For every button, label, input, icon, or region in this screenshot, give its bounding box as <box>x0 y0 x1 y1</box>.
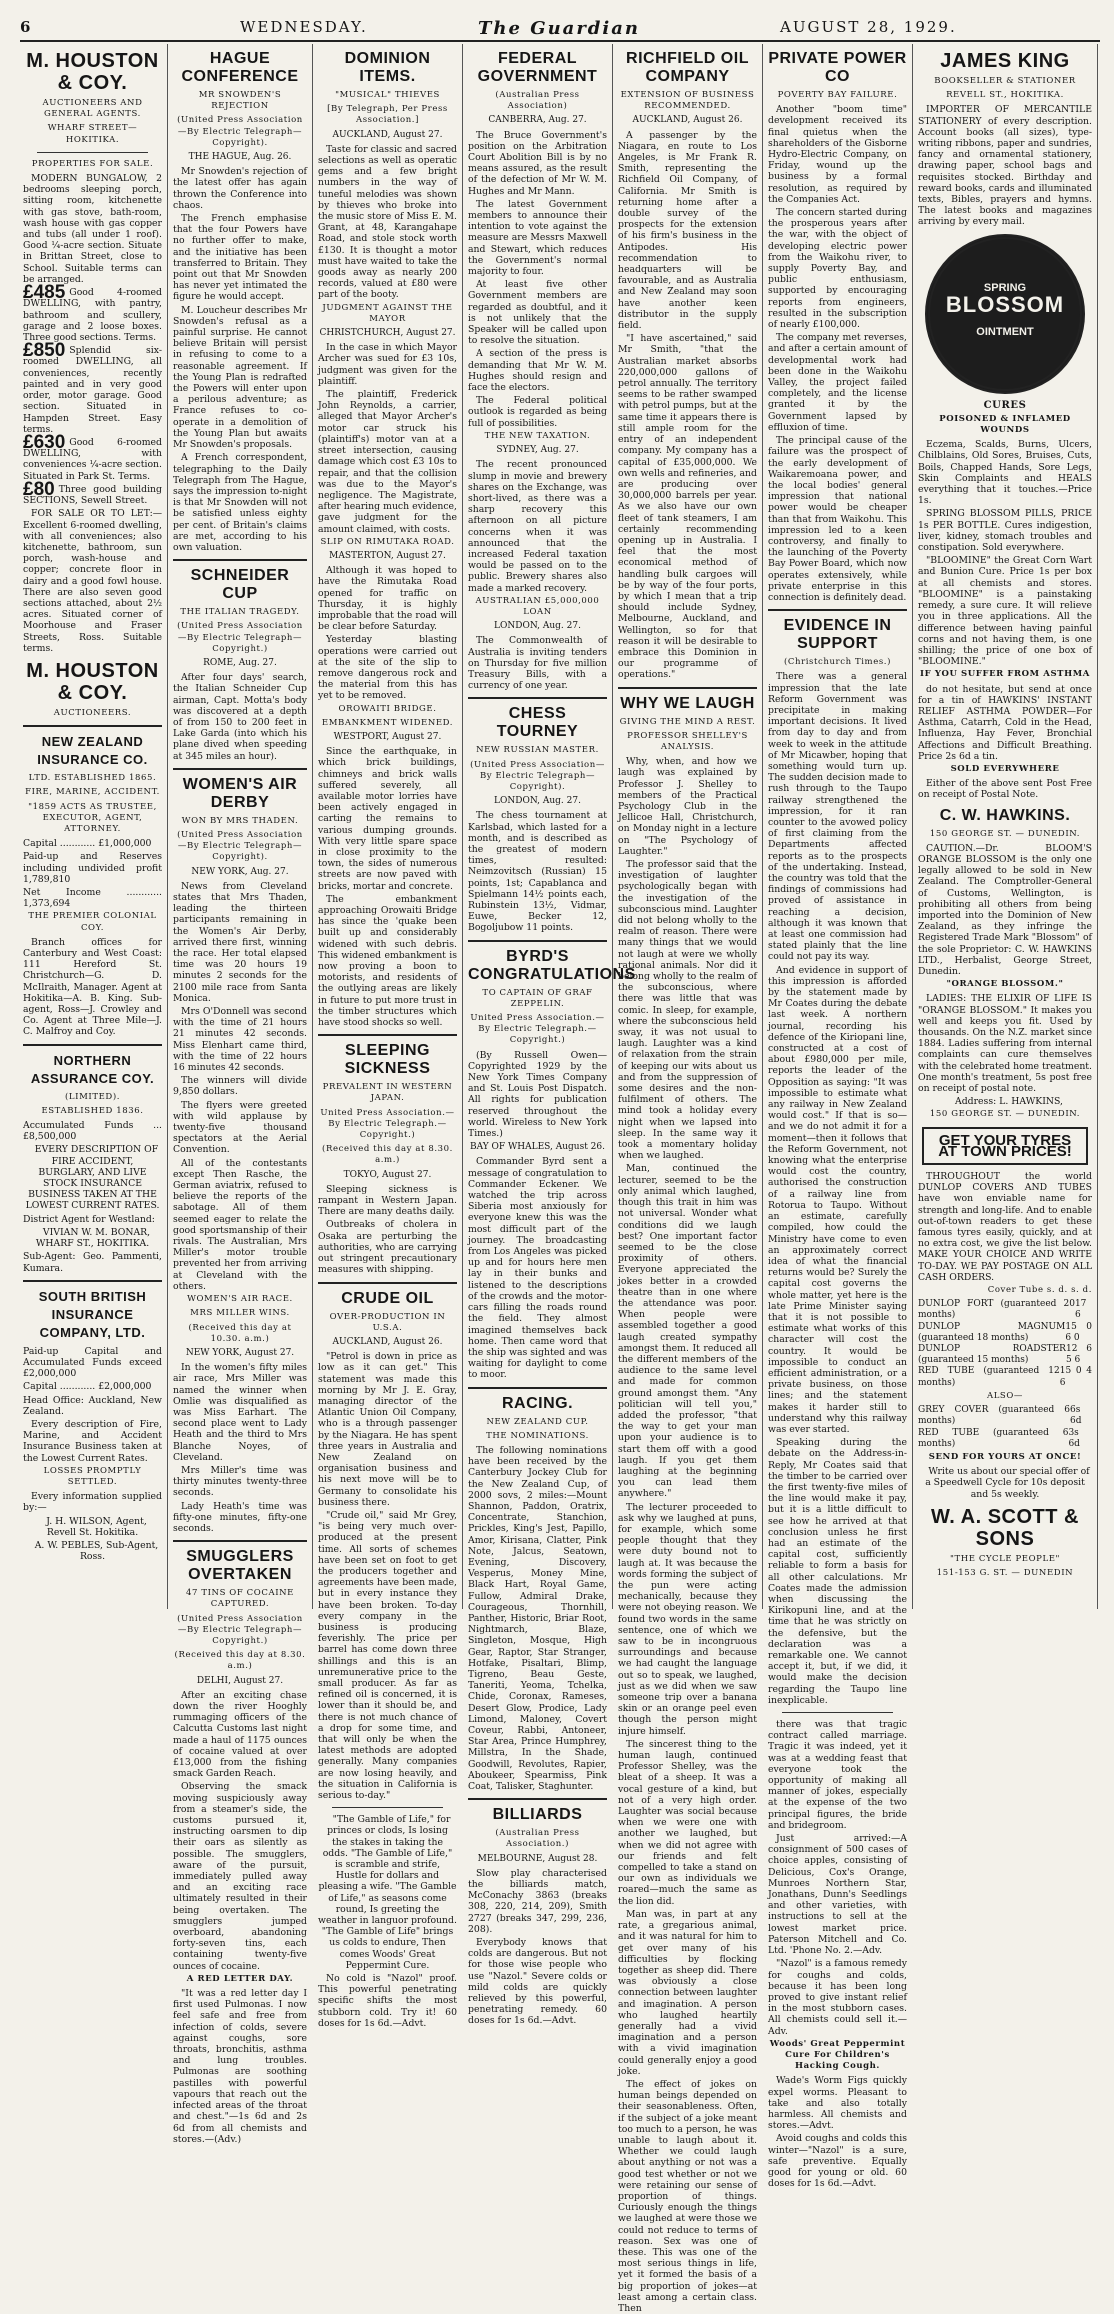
article-subhead: PREVALENT IN WESTERN JAPAN. <box>322 1082 453 1104</box>
ad-subtitle: FIRE, MARINE, ACCIDENT. <box>25 787 160 798</box>
ad-body: Head Office: Auckland, New Zealand. <box>23 1394 162 1417</box>
ad-heading-houston: M. HOUSTON & COY. <box>26 50 159 94</box>
article-subhead: PROFESSOR SHELLEY'S ANALYSIS. <box>627 730 748 752</box>
article-credit: (Received this day at 10.30. a.m.) <box>188 1322 292 1344</box>
article-headline: WHY WE LAUGH <box>620 694 755 712</box>
ad-subtitle: 151-153 G. ST. — DUNEDIN <box>936 1567 1074 1578</box>
property-price: £80 <box>23 478 55 500</box>
advert-paragraph: Everybody knows that colds are dangerous. But not for those wise people who use "Nazol." Severe colds or mild colds are quickly relieved by this powerful, penetrating remedy. 60 doses for 1s 6d.—Advt. <box>468 1937 607 2027</box>
article-credit: (Received this day at 8.30. a.m.) <box>174 1650 306 1672</box>
ad-subtitle: PROPERTIES FOR SALE. <box>31 158 154 169</box>
article-headline: EVIDENCE IN SUPPORT <box>783 617 892 653</box>
article-credit: (United Press Association—By Electric Telegraph—Copyright.) <box>177 621 303 654</box>
article-paragraph: The flyers were greeted with wild applause by twenty-five thousand spectators at the Aerial Convention. <box>173 1099 307 1156</box>
article-credit: (Australian Press Association) <box>495 90 580 112</box>
divider <box>332 1807 443 1808</box>
dateline: SYDNEY, Aug. 27. <box>496 445 579 456</box>
ad-heading-northern-assurance: NORTHERN ASSURANCE COY. <box>30 1052 155 1086</box>
article-credit: (United Press Association—By Electric Telegraph—Copyright). <box>177 115 303 148</box>
advert-heading: Woods' Great Peppermint Cure For Children's Hacking Cough. <box>769 2038 906 2072</box>
article-paragraph: In the case in which Mayor Archer was sued for £3 10s, judgment was given for the plaintiff. <box>318 342 457 387</box>
ad-body: A. W. PEBLES, Sub-Agent, Ross. <box>34 1539 159 1563</box>
divider <box>468 1798 607 1800</box>
article-paragraph: there was that tragic contract called marriage. Tragic it was indeed, yet it was at a wedding feast that everyone took the opportunity of making all manner of jokes, especially at the expense of the two principal figures, the bride and bridegroom. <box>768 1719 907 1831</box>
divider <box>768 609 907 611</box>
column-3 <box>313 44 463 2029</box>
article-paragraph: Mrs O'Donnell was second with the time of 21 hours 21 minutes 42 seconds. Miss Elenhart came third, with the time of 22 hours 16 minutes 42 seconds. <box>173 1006 307 1074</box>
ad-body: District Agent for Westland: <box>23 1213 155 1225</box>
column-5 <box>613 44 763 2314</box>
article-headline: BILLIARDS <box>492 1806 583 1824</box>
ad-subtitle: POISONED & INFLAMED WOUNDS <box>939 413 1071 436</box>
advert-paragraph: Avoid coughs and colds this winter—"Nazol" is a sure, safe preventive. Equally good for young or old. 60 doses for 1s 6d.—Advt. <box>768 2133 907 2190</box>
price-row: GREY COVER (guaranteed 6 months) 6s 6d <box>918 1405 1082 1427</box>
ad-body: SPRING BLOSSOM PILLS, PRICE 1s PER BOTTLE. Cures indigestion, liver, kidney, stomach troubles and constipation. Sold everywhere. <box>918 508 1092 554</box>
ad-body: J. H. WILSON, Agent, Revell St. Hokitika. <box>46 1515 147 1538</box>
article-paragraph: The French emphasise that the four Powers have no further offer to make, and the initiative has been transferred to Britain. They point out that Mr Snowden has never yet intimated the figure he would accept. <box>173 213 307 303</box>
ad-heading-houston: M. HOUSTON & COY. <box>26 659 159 704</box>
price-row: DUNLOP FORT (guaranteed 20 months) 17 6 <box>918 1299 1087 1321</box>
article-paragraph: The plaintiff, Frederick John Reynolds, a carrier, alleged that Mayor Archer's motor car struck his (plaintiff's) motor van at a street intersection, causing damage which cost £3 10s to repair, and that the collision was due to the Mayor's negligence. The Magistrate, after hearing much evidence, gave judgment for the amount claimed, with costs. <box>318 389 457 535</box>
article-paragraph: The recent pronounced slump in movie and brewery shares on the Exchange, was short-lived, as there was a sharp recovery this afternoon on all picture concerns when it was announced that the increased Federal taxation would be passed on to the public. Brewery shares also made a marked recovery. <box>468 459 607 594</box>
article-paragraph: The Federal political outlook is regarded as being full of possibilities. <box>468 395 607 429</box>
ad-subtitle: 150 GEORGE ST. — DUNEDIN. <box>929 828 1081 839</box>
article-headline: PRIVATE POWER CO <box>768 50 907 85</box>
article-headline: SLEEPING SICKNESS <box>344 1042 431 1078</box>
ad-body: Sub-Agent: Geo. Pammenti, Kumara. <box>23 1251 162 1274</box>
property-description: Good 6-roomed DWELLING, with conveniences ¼-acre section. Situated in Park St. Terms. <box>23 437 162 482</box>
ad-subtitle: WHARF STREET—HOKITIKA. <box>47 123 138 145</box>
dateline: CHRISTCHURCH, August 27. <box>319 328 456 339</box>
property-listing: FOR SALE OR TO LET:—Excellent 6-roomed dwelling, with all conveniences; also kitchenette, bathroom, sun porch, wash-house and copper; concrete floor in dairy and a good fowl house. There are also seven good sections attached, about 2½ acres. Situated corner of Moorhouse and Fraser Streets, Ross. Suitable terms. <box>23 508 162 654</box>
article-subhead: OVER-PRODUCTION IN U.S.A. <box>329 1311 446 1333</box>
article-credit: (United Press Association—By Electric Telegraph—Copyright.) <box>177 1613 303 1646</box>
article-credit: (United Press Association—By Electric Telegraph—Copyright). <box>470 759 605 792</box>
article-paragraph: The embankment approaching Orowaiti Bridge has since the 'quake been built up and considerably widened with such debris. This widened embankment is now proving a boon to motorists, and residents of the outlying areas are likely in future to put more trust in the timber structures which have stood shocks so well. <box>318 893 457 1029</box>
divider <box>318 1282 457 1284</box>
dateline: TOKYO, August 27. <box>343 1169 432 1180</box>
masthead-day: WEDNESDAY. <box>240 18 368 36</box>
ad-body: Eczema, Scalds, Burns, Ulcers, Chilblains, Old Sores, Bruises, Cuts, Boils, Chapped Hands, Sore Legs, Skin Complaints and HEALS everything that it touches.—Price 1s. <box>918 439 1092 507</box>
article-paragraph: M. Loucheur describes Mr Snowden's refusal as a painful surprise. He cannot believe Britain will persist in refusing to come to a reasonable agreement. If the Young Plan is redrafted the Powers will enter upon a perilous adventure; as France refuses to co-operate in a demolition of the Young Plan but awaits Mr Snowden's proposals. <box>173 304 307 451</box>
dateline: MASTERTON, August 27. <box>329 550 446 561</box>
article-paragraph: In the women's fifty miles air race, Mrs Miller was named the winner when Omlie was disqualified as was Miss Earhart. The second place went to Lady Heath and the third to Mrs Blanche Noyes, of Cleveland. <box>173 1362 307 1463</box>
ad-subtitle: LTD. ESTABLISHED 1865. <box>28 773 157 784</box>
property-listing <box>23 282 162 343</box>
ad-subtitle: "1859 ACTS AS TRUSTEE, EXECUTOR, AGENT, ATTORNEY. <box>28 801 157 834</box>
advert-verse: "The Gamble of Life," for princes or clods, Is losing the stakes in taking the odds. "The Gamble of Life," is scramble and strife, Hustle for dollars and pleasing a wife. "The Gamble of Life," as seasons come round, Is greeting the weather in languor profound. "The Gamble of Life" brings us colds to endure, Then comes Woods' Great Peppermint Cure. <box>318 1814 457 1971</box>
article-paragraph: Another "boom time" development received its final quietus when the shareholders of the Gisborne Hydro-Electric Company, on Friday, wound up the business by a formal resolution, as required by the Companies Act. <box>768 104 907 205</box>
article-paragraph: Yesterday blasting operations were carried out at the site of the slip to remove dangerous rock and the material from this has yet to be removed. <box>318 634 457 702</box>
ad-body: Write us about our special offer of a Speedwell Cycle for 10s deposit and 5s weekly. <box>925 1466 1090 1500</box>
ad-body: Either of the above sent Post Free on receipt of Postal Note. <box>918 778 1092 801</box>
article-subhead: WOMEN'S AIR RACE. <box>187 1294 293 1305</box>
article-credit: (United Press Association—By Electric Telegraph—Copyright). <box>177 829 303 863</box>
article-paragraph: Outbreaks of cholera in Osaka are perturbing the authorities, who are carrying out stringent precautionary measures with shipping. <box>318 1219 457 1276</box>
article-headline: DOMINION ITEMS. <box>344 50 431 85</box>
article-subhead: 47 TINS OF COCAINE CAPTURED. <box>186 1588 294 1610</box>
ad-body: THROUGHOUT the world DUNLOP COVERS AND TUBES have won enviable name for strength and long-life. And to enable out-of-town readers to get these famous tyres easily, quickly, and at no extra cost, we give the list below. MAKE YOUR CHOICE AND WRITE TO-DAY. WE PAY POSTAGE ON ALL CASH ORDERS. <box>918 1171 1092 1283</box>
article-subhead: AUSTRALIAN £5,000,000 LOAN <box>475 595 600 617</box>
article-paragraph: Mrs Miller's time was thirty minutes twenty-three seconds. <box>173 1464 307 1499</box>
article-paragraph: Why, when, and how we laugh was explained by Professor J. Shelley to members of the Practical Psychology Club in the Jellicoe Hall, Christchurch, on Monday night in a lecture on "The Psychology of Laughter." <box>618 756 757 857</box>
divider <box>318 1034 457 1036</box>
ad-heading-scott: W. A. SCOTT & SONS <box>931 1505 1079 1550</box>
divider <box>173 1540 307 1542</box>
column-7 <box>913 44 1098 1609</box>
property-description: Three good building SECTIONS, Sewell Street. <box>23 483 162 507</box>
article-credit: (Received this day at 8.30. a.m.) <box>322 1144 453 1166</box>
price-row: RED TUBE (guaranteed 6 months) 3s 6d <box>918 1427 1080 1449</box>
article-subhead: OROWAITI BRIDGE. <box>338 703 437 714</box>
article-paragraph: Although it was hoped to have the Rimutaka Road opened for traffic on Thursday, it is highly improbable that the road will be clear before Saturday. <box>318 565 457 633</box>
article-paragraph: There was a general impression that the late Reform Government was precipitate in making important decisions. It lived from day to day and from week to week in the attitude of Mr Micawber, hoping that something would turn up. The sudden decision made to rush through to the Taupo railway strengthened the impression, for it ran counter to the avowed policy of first claiming from the Departments affected reports as to the prospects of the undertaking. Instead, the country was told that the findings of commissions had proved of assistance in reaching a decision, although it was known that at least one commission had stated plainly that the line could not pay its way. <box>768 671 907 963</box>
property-price: £630 <box>23 431 66 453</box>
column-6 <box>763 44 913 2190</box>
article-paragraph: The sincerest thing to the human laugh, continued Professor Shelley, was the bleat of a sheep. It was a vocal gesture of a kind, but not of a very high order. Laughter was social because when we were one with another we laughed, but when we did not agree with our friends and felt compelled to take a stand on our own as individuals we roared—much the same as the lion did. <box>618 1738 757 1907</box>
article-credit: United Press Association.—By Electric Telegraph.—Copyright.) <box>320 1107 455 1141</box>
article-paragraph: "Petrol is down in price as low as it can get." This statement was made this morning by Mr J. E. Gray, managing director of the Atlantic Union Oil Company, who is a through passenger by the Niagara. He has spent three years in Australia and New Zealand on organisation business and his next move will be to Germany to consolidate his business there. <box>318 1351 457 1508</box>
advert-paragraph: "It was a red letter day I first used Pulmonas. I now feel safe and free from infection of colds, severe against coughs, sore throats, bronchitis, asthma and lung troubles. Pulmonas are soothing pastilles with powerful vapours that reach out the infected areas of the throat and chest."—1s 6d and 2s 6d from all chemists and stores.—(Adv.) <box>173 1988 307 2145</box>
article-paragraph: Lady Heath's time was fifty-one minutes, fifty-one seconds. <box>173 1500 307 1534</box>
article-paragraph: Sleeping sickness is rampant in Western Japan. There are many deaths daily. <box>318 1183 457 1218</box>
divider <box>618 687 757 689</box>
ad-subtitle: SEND FOR YOURS AT ONCE! <box>928 1451 1082 1462</box>
tyres-ad-box <box>922 1127 1088 1165</box>
article-headline: BYRD'S CONGRATULATIONS <box>468 947 636 983</box>
article-paragraph: Mr Snowden's rejection of the latest offer has again thrown the Conference into chaos. <box>173 166 307 211</box>
article-paragraph: After four days' search, the Italian Schneider Cup airman, Capt. Motta's body was discovered at a depth of from 150 to 200 feet in Lake Garda (into which his plane dived when speeding at 345 miles an hour). <box>173 672 307 762</box>
ad-body: EVERY DESCRIPTION OF FIRE ACCIDENT, BURGLARY, AND LIVE STOCK INSURANCE BUSINESS TAKEN AT THE LOWEST CURRENT RATES. <box>25 1144 160 1212</box>
article-subhead: EXTENSION OF BUSINESS RECOMMENDED. <box>620 90 755 112</box>
ad-subtitle: (LIMITED). <box>64 1091 121 1102</box>
article-paragraph: The professor said that the investigation of laughter psychologically began with the investigation of the subconscious mind. Laughter did not belong wholly to the realm of reason. There were many things that we would not laugh at were we wholly rational animals. Nor did it belong wholly to the realm of the subconscious, where there was little that was comic. In sleep, for example, where the subconscious held sway, it was not usual to laugh. Laughter was a kind of relaxation from the strain of keeping our wits about us and from the suppression of some desires and the non-fulfilment of others. The mind took a holiday every night when we lapsed into sleep. In the same way it took a momentary holiday when we laughed. <box>618 859 757 1162</box>
article-paragraph: After an exciting chase down the river Hooghly rummaging officers of the Calcutta Customs last night made a haul of 1175 ounces of cocaine valued at over £13,000 from the fishing smack Garden Reach. <box>173 1689 307 1780</box>
property-listing <box>23 340 162 435</box>
divider <box>37 152 148 153</box>
article-paragraph: The lecturer proceeded to ask why we laughed at puns, for example, which some people thought that they were duty bound not to laugh at. It was because the words forming the subject of the pun were acting mechanically, because they were not obeying reason. We found two words in the same sentence, one of which we saw to be in incongruous surroundings and because we had caught the language out so to speak, we laughed, just as we did when we saw someone trip over a banana skin or an orange peel even though the person might injure himself. <box>618 1501 757 1737</box>
property-listing <box>23 478 162 507</box>
article-headline: FEDERAL GOVERNMENT <box>477 50 598 85</box>
article-subhead: WON BY MRS THADEN. <box>181 815 299 826</box>
article-headline: SCHNEIDER CUP <box>190 567 290 603</box>
newspaper-title: The Guardian <box>478 18 640 39</box>
ad-subtitle: ALSO— <box>986 1390 1024 1401</box>
divider <box>173 559 307 561</box>
ad-subtitle: AUCTIONEERS AND GENERAL AGENTS. <box>42 98 143 120</box>
article-headline: RACING. <box>501 1394 574 1412</box>
advert-paragraph: No cold is "Nazol" proof. This powerful penetrating specific shifts the most stubborn cold. Try it! 60 doses for 1s 6d.—Advt. <box>318 1973 457 2029</box>
ad-subtitle: LOSSES PROMPTLY SETTLED. <box>43 1465 142 1487</box>
article-subhead: MRS MILLER WINS. <box>190 1308 290 1319</box>
financial-line: Capital ............ £1,000,000 <box>23 838 152 850</box>
ad-subtitle: SOLD EVERYWHERE <box>950 763 1060 774</box>
ad-body: Every description of Fire, Marine, and Accident Insurance Business taken at the Lowest Current Rates. <box>23 1418 162 1464</box>
ad-body: LADIES: THE ELIXIR OF LIFE IS "ORANGE BLOSSOM." It makes you well and keeps you fit. Used by thousands. On the N.Z. market since 1884. Ladies suffering from internal complaints can cure themselves with the celebrated home treatment. One month's treatment, 5s post free on receipt of postal note. <box>918 993 1092 1095</box>
spring-blossom-ointment-seal: SPRING BLOSSOM OINTMENT <box>925 234 1085 394</box>
article-subhead: MR SNOWDEN'S REJECTION <box>198 90 282 112</box>
ad-subtitle: "ORANGE BLOSSOM." <box>946 979 1064 990</box>
article-paragraph: The Bruce Government's position on the Arbitration Court Abolition Bill is by no means assured, as the result of the defection of Mr W. M. Hughes and Mr Mann. <box>468 129 607 197</box>
article-paragraph: Speaking during the debate on the Address-in-Reply, Mr Coates said that the timber to be carried over the first twenty-five miles of the line would make it pay, but it is a little difficult to see how he arrived at that conclusion unless he first had an estimate of the capital cost, sufficiently reliable to form a basis for all other calculations. Mr Coates made the admission when discussing the Kirikopuni line, and at the time that he was strictly on the defensive, but the declaration was a remarkable one. We cannot accept it, but, if we did, it would make the decision regarding the Taupo line inexplicable. <box>768 1437 907 1706</box>
article-paragraph: Taste for classic and sacred selections as well as operatic gems and a few bright numbers in the way of tuneful melodies was shown by thieves who broke into the music store of Miss E. M. Grant, at 48, Karangahape Road, and stole stock worth £130. It is thought a motor must have waited to take the goods away as nearly 200 records, valued at £80 were part of the booty. <box>318 143 457 301</box>
property-description: Good 4-roomed DWELLING, with pantry, bathroom and scullery, garage and 2 loose boxes. Three good sections. Terms. <box>23 287 162 343</box>
divider <box>23 725 162 727</box>
ad-heading-hawkins: C. W. HAWKINS. <box>939 806 1071 824</box>
article-headline: HAGUE CONFERENCE <box>181 50 299 85</box>
ad-subtitle: CURES <box>983 399 1027 411</box>
financial-line: Accumulated Funds ... £8,500,000 <box>23 1120 162 1143</box>
divider <box>173 768 307 770</box>
article-paragraph: Commander Byrd sent a message of congratulation to Commander Eckener. We watched the trip across Siberia most anxiously for everyone knew this was the most difficult part of the journey. The broadcasting from Los Angeles was picked up and for hours here men lay in their bunks and listened to the descriptions of the crowds and the motor-cars filling the roads round the field. They almost imagined themselves back home. Then came word that the ship was sighted and was waiting for daylight to come to moor. <box>468 1156 607 1381</box>
dateline: NEW YORK, August 27. <box>185 1347 295 1358</box>
article-paragraph: Man was, in part at any rate, a gregarious animal, and it was natural for him to get over many of his difficulties by flocking together as sheep did. There was obviously a close connection between laughter and imagination. A person who laughed heartily generally had a vivid imagination and a person with a vivid imagination could generally enjoy a good joke. <box>618 1908 757 2077</box>
article-headline: CRUDE OIL <box>341 1289 434 1307</box>
article-paragraph: The chess tournament at Karlsbad, which lasted for a month, and is described as the greatest of modern times, resulted: Neimzovitsch (Russian) 15 points, 1st; Capablanca and Spielmann 14½ points each, Rubinstein 13½, Vidmar, Euwe, Becker 12, Bogoljubow 11 points. <box>468 810 607 934</box>
ad-subtitle: BOOKSELLER & STATIONER <box>934 76 1076 86</box>
ad-heading-james-king: JAMES KING <box>940 50 1070 72</box>
article-credit: United Press Association.—By Electric Telegraph.—Copyright.) <box>470 1013 605 1046</box>
article-paragraph: A section of the press is demanding that Mr W. M. Hughes should resign and face the electors. <box>468 348 607 394</box>
property-price: £850 <box>23 340 66 362</box>
article-subhead: THE NEW TAXATION. <box>484 430 591 441</box>
divider <box>468 940 607 942</box>
article-paragraph: The latest Government members to announce their intention to vote against the measure are Messrs Maxwell and Stewart, which reduces the Government's normal majority to four. <box>468 198 607 278</box>
article-paragraph: At least five other Government members are regarded as doubtful, and it is not unlikely that the Speaker will be called upon to resolve the situation. <box>468 279 607 347</box>
dateline: BAY OF WHALES, August 26. <box>469 1142 605 1153</box>
dateline: LONDON, Aug. 27. <box>494 621 581 632</box>
article-paragraph: The effect of jokes on human beings depended on their seasonableness. Often, if the subject of a joke meant too much to a person, he was unable to laugh about it. Whether we could laugh about anything or not was a good test whether or not we were retaining our sense of proportion of things. Curiously enough the things we laughed at were those we could not reduce to terms of reason. Sex was one of these. This was one of the most serious things in life, yet it formed the basis of a big proportion of jokes—at least among a certain class. Then <box>618 2078 757 2314</box>
ad-body: IMPORTER OF MERCANTILE STATIONERY of every description. Account books (all sizes), type-writing ribbons, paper and sundries, fancy and ornamental stationery, drawing paper, school bags and requisites stocked. Birthday and reward books, cards and illuminated texts, Bibles, prayers and hymns. The latest books and magazines arriving by every mail. <box>918 104 1092 228</box>
property-listing <box>23 431 162 482</box>
dateline: DELHI, August 27. <box>196 1675 284 1686</box>
article-paragraph: The concern started during the prosperous years after the war, with the object of developing electric power from the Waikohu river, to supply Poverty Bay, and public enthusiasm, supported by encouraging reports from engineers, resulted in the subscription of nearly £100,000. <box>768 207 907 331</box>
article-subhead: SLIP ON RIMUTAKA ROAD. <box>320 536 455 547</box>
article-paragraph: Man, continued the lecturer, seemed to be the only animal which laughed, though this trait in him was not universal. Wonder what conditions did we laugh best? One important factor seemed to be the close proximity of others. Everyone appreciated the jokes better in a crowded theatre than in one where the attendance was poor. When people were assembled together a good laugh created sympathy amongst them. It reduced all the different members of the audience to the same level and made for common ground amongst them. "Any politician will tell you," added the professor, "that the way to get your man upon your audience is to start them off with a good laugh. If you get them laughing at the beginning you can lead them anywhere." <box>618 1163 757 1500</box>
column-1 <box>18 44 168 1609</box>
dateline: AUCKLAND, August 26. <box>632 115 743 126</box>
divider <box>782 1712 893 1713</box>
price-row: RED TUBE (guaranteed 12 months) 15 0 4 6 <box>918 1366 1092 1388</box>
property-price: £485 <box>23 282 66 304</box>
article-credit: (Australian Press Association.) <box>495 1828 580 1850</box>
ad-subtitle: "THE CYCLE PEOPLE" <box>949 1553 1061 1564</box>
property-listing: MODERN BUNGALOW, 2 bedrooms sleeping porch, sitting room, kitchenette with gas stove, bath-room, wash house with gas copper and tubs (all under 1 roof). Good ¼-acre section. Situate in Brittan Street, close to School. Suitable terms can be arranged. <box>23 173 162 285</box>
financial-line: Capital ............ £2,000,000 <box>23 1381 152 1393</box>
article-paragraph: A passenger by the Niagara, en route to Los Angeles, is Mr Frank R. Smith, representing the Richfield Oil Company, of California. Mr Smith is returning home after a double survey of the prospects for the extension of his firm's business in the Antipodes. His recommendation to headquarters will be favourable, and as Australia and New Zealand may soon have another keen distributor in the supply field. <box>618 129 757 332</box>
ad-body: Address: L. HAWKINS, <box>954 1096 1064 1108</box>
article-paragraph: The following nominations have been received by the Canterbury Jockey Club for the New Zealand Cup, of 2000 sovs, 2 miles:—Mount Shannon, Paddon, Oratrix, Concentrate, Stanchion, Prickles, King's Jest, Papillo, Amor, Kirisana, Clatter, Pink Note, Jalcus, Seatown, Evening, Discovery, Vesperus, Money Mine, Black Hart, Royal Game, Fullow, Admiral Drake, Courageous, Thornhill, Panther, Historic, Briar Root, Nightmarch, Blaze, Singleton, Mosque, High Gear, Raptor, Star Stranger, Hotfake, Pisaltari, Blimp, Tigreno, Beau Geste, Taneriti, Yeoma, Tchelka, Chide, Coronax, Rameses, Desert Glow, Prodice, Lady Limond, Maloney, Covert Coveur, Rabbi, Antoneer, Star Area, Prince Humphrey, Millstra, In the Shade, Goodwill, Revolutes, Rapier, Aboukeer, Spearmiss, Pink Coat, Talisker, Staghunter. <box>468 1444 607 1793</box>
dateline: AUCKLAND, August 27. <box>332 129 443 140</box>
dateline: THE HAGUE, Aug. 26. <box>188 152 292 163</box>
ad-subtitle: THE PREMIER COLONIAL COY. <box>28 911 157 933</box>
article-paragraph: The principal cause of the failure was the prospect of the early development of Waikaremoana power, and the local bodies' general impression that national power would be cheaper than that from Waikohu. This impression led to a keen controversy, and finally to the launching of the Poverty Bay Power Board, which now operates extensively, while private enterprise in this connection is definitely dead. <box>768 435 907 603</box>
column-2 <box>168 44 313 2145</box>
dateline: MELBOURNE, August 28. <box>477 1853 598 1864</box>
article-paragraph: Since the earthquake, in which brick buildings, chimneys and brick walls suffered severely, all available motor lorries have been actively engaged in carting the remains to various dumping grounds. With very little spare space in close proximity to the town, the sides of numerous streets are now paved with bricks, mortar and concrete. <box>318 746 457 892</box>
dateline: ROME, Aug. 27. <box>203 657 277 668</box>
advert-paragraph: Wade's Worm Figs quickly expel worms. Pleasant to take and also totally harmless. All chemists and stores.—Advt. <box>768 2075 907 2132</box>
ad-heading-nz-insurance: NEW ZEALAND INSURANCE CO. <box>37 734 148 768</box>
ad-subtitle: REVELL ST., HOKITIKA. <box>946 90 1064 101</box>
divider <box>23 1044 162 1046</box>
ad-subtitle: 150 GEORGE ST. — DUNEDIN. <box>929 1109 1081 1120</box>
article-paragraph: Observing the smack moving suspiciously away from a steamer's side, the customs pursued it, instructing oarsmen to dip their oars as silently as possible. The smugglers, aware of the pursuit, immediately pulled away and an exciting race ultimately resulted in their being overtaken. The smugglers jumped overboard, abandoning forty-seven tins, each containing twenty-five ounces of cocaine. <box>173 1781 307 1972</box>
article-subhead: TO CAPTAIN OF GRAF ZEPPELIN. <box>482 987 593 1009</box>
article-paragraph: The winners will divide 9,850 dollars. <box>173 1075 307 1098</box>
article-paragraph: (By Russell Owen—Copyrighted 1929 by the New York Times Company and St. Louis Post Dispatch. All rights for publication reserved throughout the world. Wireless to New York Times.) <box>468 1049 607 1140</box>
financial-line: Paid-up Capital and Accumulated Funds exceed £2,000,000 <box>23 1345 162 1380</box>
article-headline: CHESS TOURNEY <box>496 705 579 741</box>
dateline: WESTPORT, August 27. <box>333 731 442 742</box>
article-paragraph: News from Cleveland states that Mrs Thaden, leading the thirteen participants remaining in the Women's Air Derby, arrived there first, winning the race. Her total elapsed time was 20 hours 19 minutes 2 seconds for the 2100 mile race from Santa Monica. <box>173 880 307 1004</box>
column-4 <box>463 44 636 2027</box>
financial-line: Paid-up and Reserves including undivided profit 1,789,810 <box>23 851 162 885</box>
ad-body: Every information supplied by:— <box>23 1491 162 1514</box>
financial-line: Net Income ............ 1,373,694 <box>23 887 162 910</box>
divider <box>23 1280 162 1282</box>
ad-body: CAUTION.—Dr. BLOOM'S ORANGE BLOSSOM is the only one legally allowed to be sold in New Zealand. The Comptroller-General of Customs, Wellington, is prohibiting all others from being imported into the Dominion of New Zealand, as they infringe the Registered Trade Mark "Blossom" of the sole Proprietor: C. W. HAWKINS LTD., Herbalist, George Street, Dunedin. <box>918 842 1092 977</box>
article-subhead: NEW RUSSIAN MASTER. <box>476 745 599 756</box>
advert-paragraph: "Nazol" is a famous remedy for coughs and colds, because it has been long proved to give instant relief in the most stubborn cases. All chemists could sell it.—Adv. <box>768 1958 907 2037</box>
ad-subtitle: AUCTIONEERS. <box>53 707 132 718</box>
article-paragraph: Slow play characterised the billiards match, McConachy 3863 (breaks 308, 220, 214, 209), Smith 2727 (breaks 347, 299, 236, 208). <box>468 1867 607 1935</box>
article-paragraph: All of the contestants except Then Rasche, the German aviatrix, refused to believe the reports of the sabotage. All of them seemed eager to relate the good sportsmanship of their rivals. The Australian, Mrs Miller's motor trouble prevented her from arriving at Cleveland with the others. <box>173 1157 307 1292</box>
ad-body: "BLOOMINE" the Great Corn Wart and Bunion Cure. Price 1s per box at all chemists and stores. "BLOOMINE" is a painstaking remedy, a sure cure. It will relieve you in three applications. All the difference between having painful corns and not having them, is one shilling; the price of one box of "BLOOMINE." <box>918 555 1092 668</box>
divider <box>468 1387 607 1389</box>
page-number: 6 <box>20 18 33 36</box>
article-headline: WOMEN'S AIR DERBY <box>182 775 298 811</box>
ad-subtitle: IF YOU SUFFER FROM ASTHMA <box>920 669 1090 680</box>
dateline: AUCKLAND, August 26. <box>332 1336 443 1347</box>
article-paragraph: "I have ascertained," said Mr Smith, "that the Australian market absorbs 220,000,000 gallons of petrol annually. The territory seems to be rather swamped with petrol pumps, but at the same time it appears there is still ample room for the entry of an independent company. My company has a capital of £35,000,000. We own wells and refineries, and are producing over 30,000,000 barrels per year. As we also have our own fleet of tank steamers, I am certainly recommending opening up in Australia. I feel that the most economical method of handling bulk cargoes will be by way of the four ports, by which I mean that a trip should include Sydney, Melbourne, Auckland, and Wellington, so for that reason it will be desirable to embrace this Dominion in our programme of operations." <box>618 333 757 681</box>
article-subhead: GIVING THE MIND A REST. <box>619 716 756 727</box>
ad-body: VIVIAN W. M. BONAR, WHARF ST., HOKITIKA. <box>35 1226 151 1250</box>
article-subhead: JUDGMENT AGAINST THE MAYOR <box>322 302 453 324</box>
masthead <box>20 16 1100 42</box>
article-paragraph: The company met reverses, and after a certain amount of developmental work had been done in the Waikohu Valley, the project failed completely, and the license granted it by the Government lapsed by effluxion of time. <box>768 332 907 433</box>
price-row: DUNLOP ROADSTER (guaranteed 15 months) 12 6 5 6 <box>918 1344 1092 1366</box>
price-table-header: Cover Tube s. d. s. d. <box>987 1285 1092 1296</box>
article-paragraph: The Commonwealth of Australia is inviting tenders on Thursday for five million Treasury Bills, with a currency of one year. <box>468 635 607 692</box>
article-credit: (Christchurch Times.) <box>783 657 892 668</box>
article-subhead: EMBANKMENT WIDENED. <box>321 717 454 728</box>
article-subhead: NEW ZEALAND CUP. <box>486 1416 589 1427</box>
article-paragraph: "Crude oil," said Mr Grey, "is being very much over-produced at the present time. All sorts of schemes have been set on foot to get the producers together and agreements have been made, but in every instance they have been broken. To-day every company in the business is producing feverishly. The price per barrel has come down three shillings and this is an unremunerative price to the small producer. As far as refined oil is concerned, it is lower than it should be, and there is not much chance of a drop for some time, and that will only be when the latest methods are adopted generally. Many companies are now losing heavily, and the situation in California is serious to-day." <box>318 1509 457 1802</box>
article-paragraph: A French correspondent, telegraphing to the Daily Telegraph from The Hague, says the impression to-night is that Mr Snowden will not be satisfied unless eighty per cent. of Britain's claims are met, according to his own valuation. <box>173 452 307 553</box>
advert-heading: A RED LETTER DAY. <box>186 1973 294 1984</box>
dateline: CANBERRA, Aug. 27. <box>488 115 587 126</box>
masthead-date: AUGUST 28, 1929. <box>780 18 957 36</box>
article-subhead: THE ITALIAN TRAGEDY. <box>180 607 300 618</box>
article-headline: SMUGGLERS OVERTAKEN <box>186 1548 294 1584</box>
article-paragraph: And evidence in support of this impression is afforded by the statement made by Mr Coates during the debate last week. A northern journal, recording his defence of the Kiriopani line, constructed at a cost of about £980,000 per mile, reports the leader of the Opposition as saying: "It was impossible to estimate what any railway in New Zealand would cost." If that is so—and we do not admit it for a moment—then it follows that the Reform Government, not knowing what the enterprise would cost the country, authorised the construction of a railway line from Rotorua to Taupo. Without an estimate, carefully compiled, how could the Ministry have come to even an approximately correct idea of what the financial returns would be? Surely the capital cost governs the whole matter, yet here is the late Prime Minister saying that it is not possible to estimate what works of this character will cost the country. It would be impossible to conduct an efficient administration, or a private business, on those lines; and the statement makes it harder still to understand why this railway was ever started. <box>768 964 907 1435</box>
ad-body: do not hesitate, but send at once for a tin of HAWKINS' INSTANT RELIEF ASTHMA POWDER—For Asthma, Catarrh, Cold in the Head, Influenza, Hay Fever, Bronchial Affections and Difficult Breathing. Price 2s 6d a tin. <box>918 683 1092 762</box>
dateline: NEW YORK, Aug. 27. <box>191 866 289 877</box>
ad-subtitle: ESTABLISHED 1836. <box>41 1105 144 1116</box>
ad-body: Branch offices for Canterbury and West Coast: 111 Hereford St. Christchurch—G. D. McIlraith, Manager. Agent at Hokitika—A. B. King. Sub-agent, Ross—J. Crowley and Co. Agent at Three Mile—J. C. Malfroy and Coy. <box>23 936 162 1038</box>
divider <box>468 697 607 699</box>
property-description: Splendid six-roomed DWELLING, all conveniences, recently painted and in very good order, motor garage. Good section. Situated in Hampden Street. Easy terms. <box>23 345 162 435</box>
article-subhead: POVERTY BAY FAILURE. <box>777 90 898 100</box>
advert-paragraph: Just arrived:—A consignment of 500 cases of choice apples, consisting of Delicious, Cox's Orange, Munroes Northern Star, Jonathans, Dunn's Seedlings and other varieties, with instructions to sell at the lowest market price. Paterson Mitchell and Co. Ltd. 'Phone No. 2.—Adv. <box>768 1833 907 1957</box>
article-credit: [By Telegraph, Per Press Association.] <box>327 104 448 126</box>
dateline: LONDON, Aug. 27. <box>494 796 581 807</box>
price-row: DUNLOP MAGNUM (guaranteed 18 months) 15 0 6 0 <box>918 1321 1092 1343</box>
article-subhead: THE NOMINATIONS. <box>486 1430 589 1441</box>
article-headline: RICHFIELD OIL COMPANY <box>626 50 749 85</box>
ad-heading-south-british: SOUTH BRITISH INSURANCE COMPANY, LTD. <box>38 1288 147 1340</box>
ad-heading-tyres: GET YOUR TYRES AT TOWN PRICES! <box>938 1131 1072 1160</box>
article-subhead: "MUSICAL" THIEVES <box>335 90 440 100</box>
